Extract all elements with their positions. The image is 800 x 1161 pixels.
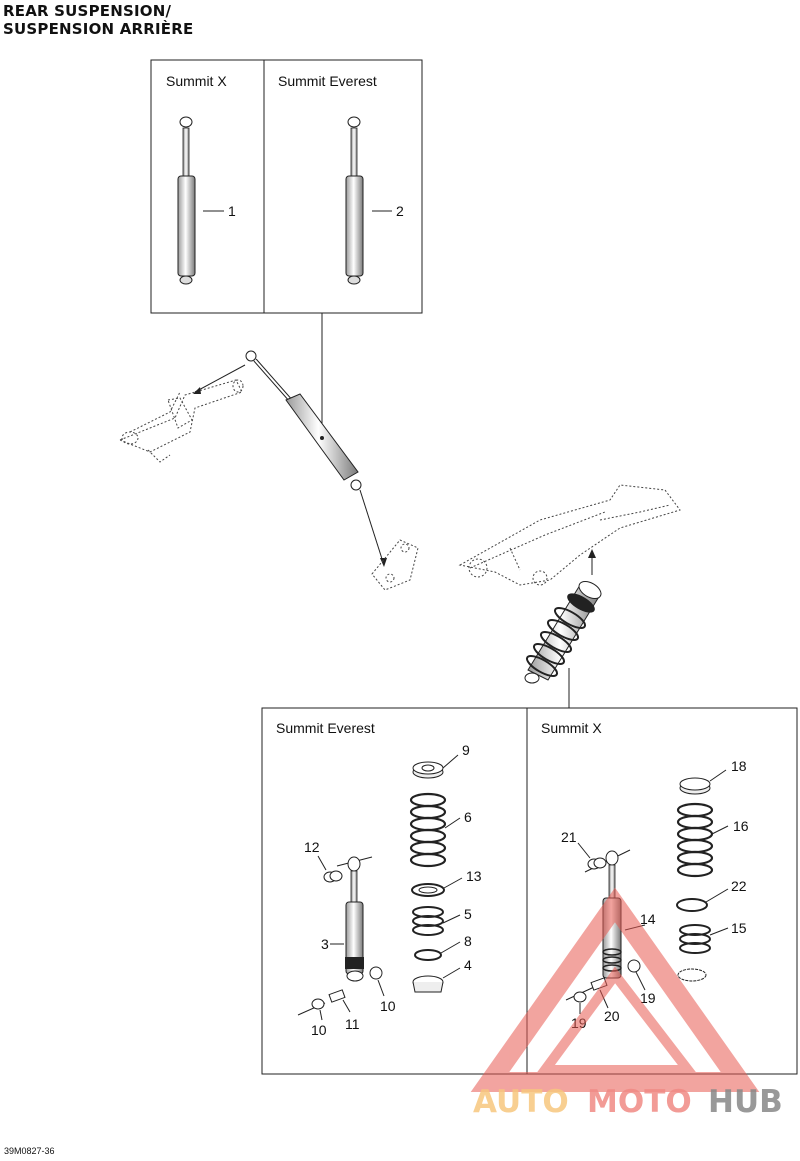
arrowhead-front-arm — [193, 387, 201, 394]
rear-bracket-outline — [372, 540, 418, 590]
callout-1: 1 — [228, 203, 236, 219]
arrowhead-bracket — [380, 558, 387, 567]
everest-exploded-shock — [298, 755, 462, 1020]
callout-12: 12 — [304, 839, 320, 855]
callout-14: 14 — [640, 911, 656, 927]
callout-18: 18 — [731, 758, 747, 774]
arrow-to-front-arm — [195, 365, 245, 392]
callout-21: 21 — [561, 829, 577, 845]
top-label-summit-everest: Summit Everest — [278, 73, 377, 89]
watermark-word-auto: AUTO — [473, 1084, 569, 1120]
callout-15: 15 — [731, 920, 747, 936]
callout-19-left: 19 — [571, 1015, 587, 1031]
mounted-shock — [246, 351, 361, 490]
title-line-2: SUSPENSION ARRIÈRE — [3, 20, 194, 38]
callout-8: 8 — [464, 933, 472, 949]
watermark-word-moto: MOTO — [587, 1084, 692, 1120]
callout-20: 20 — [604, 1008, 620, 1024]
callout-10-left: 10 — [311, 1022, 327, 1038]
bottom-label-summit-x: Summit X — [541, 720, 602, 736]
callout-2: 2 — [396, 203, 404, 219]
shock-absorber-1 — [178, 117, 224, 284]
front-arm-outline — [120, 380, 243, 462]
callout-3: 3 — [321, 936, 329, 952]
callout-9: 9 — [462, 742, 470, 758]
figure-reference: 39M0827-36 — [4, 1146, 55, 1156]
callout-22: 22 — [731, 878, 747, 894]
callout-5: 5 — [464, 906, 472, 922]
top-label-summit-x: Summit X — [166, 73, 227, 89]
callout-10-right: 10 — [380, 998, 396, 1014]
coil-over-shock — [524, 578, 604, 683]
callout-6: 6 — [464, 809, 472, 825]
callout-19-right: 19 — [640, 990, 656, 1006]
watermark-word-hub: HUB — [708, 1084, 783, 1120]
shock-absorber-2 — [346, 117, 392, 284]
callout-11: 11 — [345, 1016, 360, 1032]
summit-x-exploded-shock — [566, 770, 728, 1014]
callout-4: 4 — [464, 957, 472, 973]
arrowhead-rear-arm — [588, 549, 596, 558]
watermark-wordmark — [473, 1084, 783, 1120]
callout-13: 13 — [466, 868, 482, 884]
title-line-1: REAR SUSPENSION/ — [3, 2, 172, 20]
bottom-label-summit-everest: Summit Everest — [276, 720, 375, 736]
rear-arm-outline — [460, 485, 680, 585]
arrow-to-bracket — [360, 490, 383, 562]
callout-16: 16 — [733, 818, 749, 834]
